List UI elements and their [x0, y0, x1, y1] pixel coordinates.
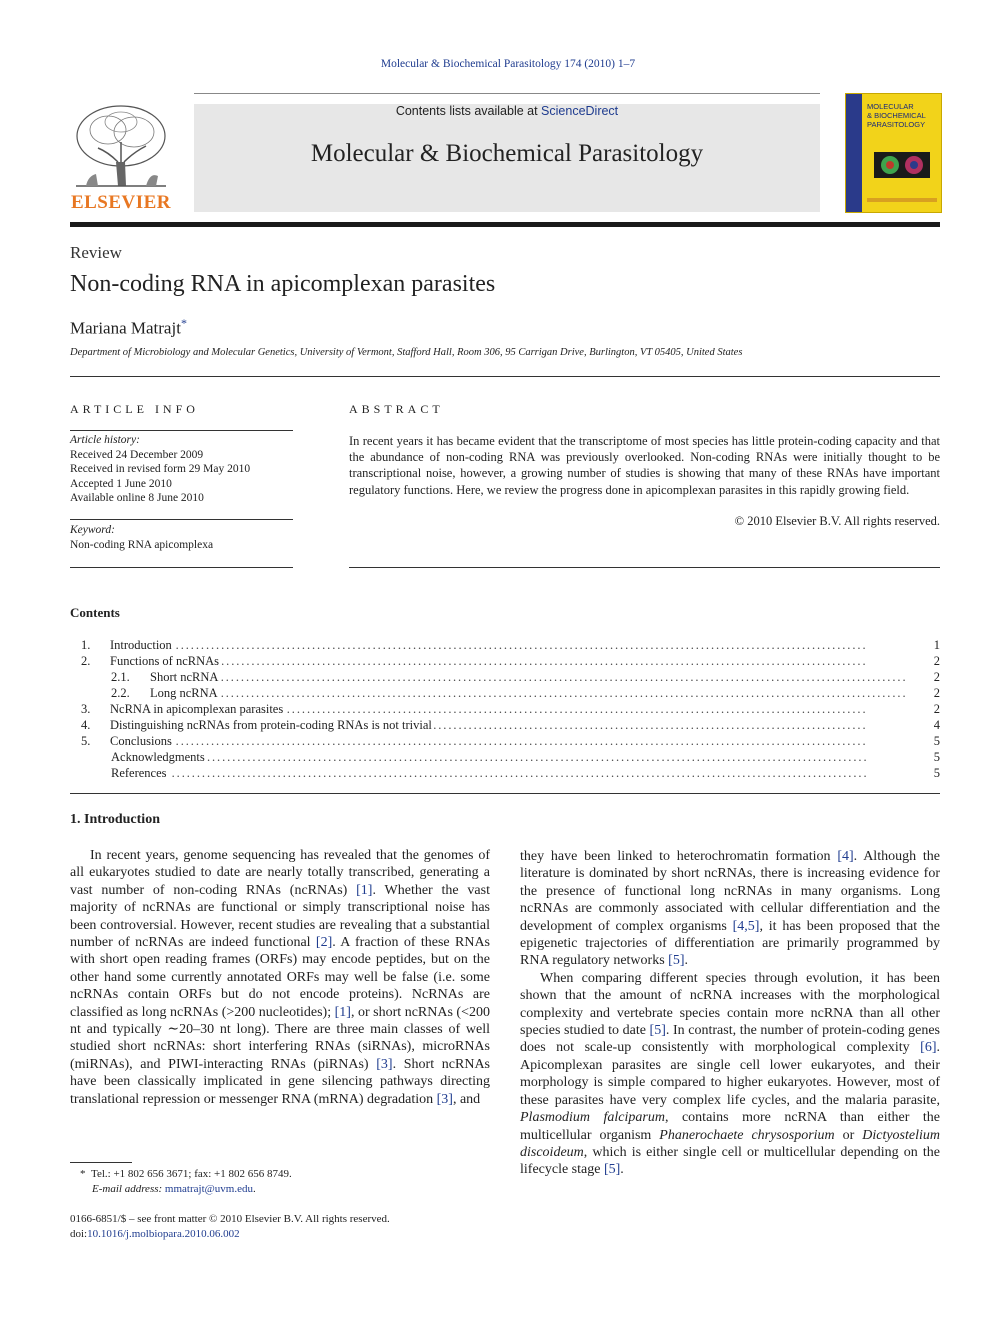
citation-link[interactable]: [5]: [668, 953, 685, 969]
toc-item[interactable]: 4. Distinguishing ncRNAs from protein-coding RNAs is not trivial . . . 4: [70, 717, 940, 733]
citation-link[interactable]: [4]: [837, 849, 854, 864]
header-rule: [194, 93, 820, 94]
article-title: Non-coding RNA in apicomplexan parasites: [70, 271, 496, 297]
issn-line: 0166-6851/$ – see front matter © 2010 Elsevier B.V. All rights reserved.: [70, 1213, 390, 1225]
cover-bar: [867, 198, 937, 202]
history-received: Received 24 December 2009: [70, 448, 204, 461]
article-history: Article history: Received 24 December 2009 Received in revised form 29 May 2010 Accepted 1 June 2010 Available online 8 June 2010: [70, 433, 293, 506]
citation-link[interactable]: [1]: [334, 1004, 351, 1020]
keywords: Keyword: Non-coding RNA apicomplexa: [70, 524, 214, 551]
history-accepted: Accepted 1 June 2010: [70, 477, 172, 490]
right-column: [520, 848, 940, 1179]
doi-link[interactable]: 10.1016/j.molbiopara.2010.06.002: [87, 1228, 240, 1240]
history-online: Available online 8 June 2010: [70, 492, 204, 505]
journal-title[interactable]: Molecular & Biochemical Parasitology: [310, 140, 704, 167]
citation-link[interactable]: [3]: [376, 1056, 393, 1072]
contents-bottom-rule: [70, 793, 940, 794]
citation-link[interactable]: [3]: [436, 1091, 453, 1107]
table-of-contents: [70, 637, 940, 781]
footnote-rule: [70, 1162, 132, 1163]
cover-image: [874, 152, 930, 178]
species-name: Phanerochaete chrysosporium: [659, 1127, 835, 1143]
intro-paragraph-2: When comparing different species through evolution, it has been shown that the amount of ncRNA increases with the morphological complexity and vertebrate species contain more ncRNA than all other species studied to date [5]. In contrast, the number of protein-coding genes does not scale-up consistently with morphological complexity [6]. Apicomplexan parasites are single cell lower eukaryotes, and their morphology is simple compared to higher eukaryotes. However, most of these parasites have very complex life cycles, and the malaria parasite, Plasmodium falciparum, contains more ncRNA than either the multicellular organism Phanerochaete chrysosporium or Dictyostelium discoideum, which is either single cell or multicellular depending on the lifecycle stage [5].: [520, 970, 940, 1178]
species-name: Dictyostelium discoideum: [520, 1127, 940, 1160]
journal-citation[interactable]: Molecular & Biochemical Parasitology 174 (2010) 1–7: [380, 58, 636, 70]
elsevier-wordmark: ELSEVIER: [70, 192, 172, 213]
species-name: Plasmodium falciparum: [520, 1110, 665, 1126]
toc-item[interactable]: 5. Conclusions . . . 5: [70, 733, 940, 749]
toc-item[interactable]: 2.2. Long ncRNA . . . 2: [70, 685, 940, 701]
history-revised: Received in revised form 29 May 2010: [70, 463, 251, 476]
cover-stripe: [846, 94, 862, 212]
journal-cover[interactable]: [845, 93, 942, 213]
abstract-copyright: © 2010 Elsevier B.V. All rights reserved.: [734, 514, 940, 528]
sciencedirect-link[interactable]: ScienceDirect: [541, 104, 619, 118]
intro-paragraph-continued: they have been linked to heterochromatin formation [4]. Although the literature is dominated by short ncRNAs, there is increasing evidence for the presence of functional long ncRNAs in many organisms. Long ncRNAs are commonly associated with cellular differentiation and the development of complex organisms [4,5], it has been proposed that the epigenetic trajectories of differentiation are primarily programmed by RNA regulatory networks [5].: [520, 849, 940, 969]
toc-item[interactable]: References . . . 5: [70, 765, 940, 781]
doi-line: doi:10.1016/j.molbiopara.2010.06.002: [70, 1228, 240, 1240]
citation-link[interactable]: [6]: [920, 1040, 937, 1056]
citation-link[interactable]: [4,5]: [732, 918, 760, 934]
citation-link[interactable]: [1]: [356, 882, 373, 898]
affiliation-rule: [70, 376, 940, 377]
author-footnote-link[interactable]: *: [180, 316, 187, 330]
toc-item[interactable]: 3. NcRNA in apicomplexan parasites . . . 2: [70, 701, 940, 717]
toc-item[interactable]: Acknowledgments . . . 5: [70, 749, 940, 765]
author-affiliation: Department of Microbiology and Molecular Genetics, University of Vermont, Stafford Hall, Room 306, 95 Carrigan Drive, Burlington, VT 05405, United States: [70, 347, 743, 358]
cover-illustration-icon: [874, 152, 930, 178]
abstract-text: In recent years it has became evident that the transcriptome of most species has little protein-coding capacity and that the abundance of non-coding RNA was previously overlooked. Non-coding RNAs were initially thought to be transcriptional noise, however, a growing number of studies is showing that many of these RNAs have important regulatory functions. Here, we review the progress done in apicomplexan parasites in this rapidly growing field.: [349, 434, 940, 497]
abstract-heading: ABSTRACT: [349, 402, 444, 416]
toc-item[interactable]: 2.1. Short ncRNA . . . 2: [70, 669, 940, 685]
email-link[interactable]: mmatrajt@uvm.edu: [164, 1183, 253, 1195]
intro-paragraph: In recent years, genome sequencing has revealed that the genomes of all eukaryotes studied to date are nearly totally transcribed, generating a vast number of non-coding RNAs (ncRNAs) [1]. Whether the vast majority of ncRNAs are functional or simply transcriptional noise has been controversial. However, recent studies are revealing that a substantial number of ncRNAs are indeed functional [2]. A fraction of these RNAs with short open reading frames (ORFs) may encode peptides, but on the other hand some currently annotated ORFs may well be false (i.e. some ncRNAs contain ORFs but do not encode proteins). NcRNAs are classified as long ncRNAs (>200 nucleotides); [1], or short ncRNAs (<200 nt and typically ∼20–30 nt long). There are three main classes of well studied short ncRNAs: short interfering RNAs (siRNAs), microRNAs (miRNAs), and PIWI-interacting RNAs (piRNAs) [3]. Short ncRNAs have been classically implicated in gene silencing pathways directing translational repression or messenger RNA (mRNA) degradation [3], and: [70, 848, 490, 1107]
toc-item[interactable]: 1. Introduction . . . 1: [70, 637, 940, 653]
citation-link[interactable]: [5]: [603, 1162, 621, 1178]
author-name: Mariana Matrajt*: [70, 316, 187, 338]
contents-heading: Contents: [70, 605, 120, 620]
section-heading-introduction: 1. Introduction: [70, 812, 160, 827]
elsevier-logo: [68, 102, 174, 214]
tree-logo-icon: [68, 102, 174, 190]
contents-availability: Contents lists available at ScienceDirect: [395, 104, 619, 118]
citation-link[interactable]: [5]: [649, 1023, 666, 1039]
keyword-rule: [70, 519, 293, 520]
journal-banner: [194, 104, 820, 212]
header-thick-rule: [70, 222, 940, 227]
toc-item[interactable]: 2. Functions of ncRNAs . . . 2: [70, 653, 940, 669]
footnote-tel: * Tel.: +1 802 656 3671; fax: +1 802 656 8749.: [80, 1168, 292, 1180]
footnote-email: E-mail address: mmatrajt@uvm.edu.: [92, 1183, 256, 1195]
left-column: [70, 847, 490, 1108]
citation-link[interactable]: [2]: [315, 935, 333, 951]
article-info-rule: [70, 430, 293, 431]
abstract-bottom-rule: [349, 567, 940, 568]
article-info-bottom-rule: [70, 567, 293, 568]
article-info-heading: ARTICLE INFO: [70, 402, 199, 416]
cover-title: MOLECULAR & BIOCHEMICAL PARASITOLOGY: [867, 102, 926, 129]
article-type: Review: [70, 243, 122, 262]
